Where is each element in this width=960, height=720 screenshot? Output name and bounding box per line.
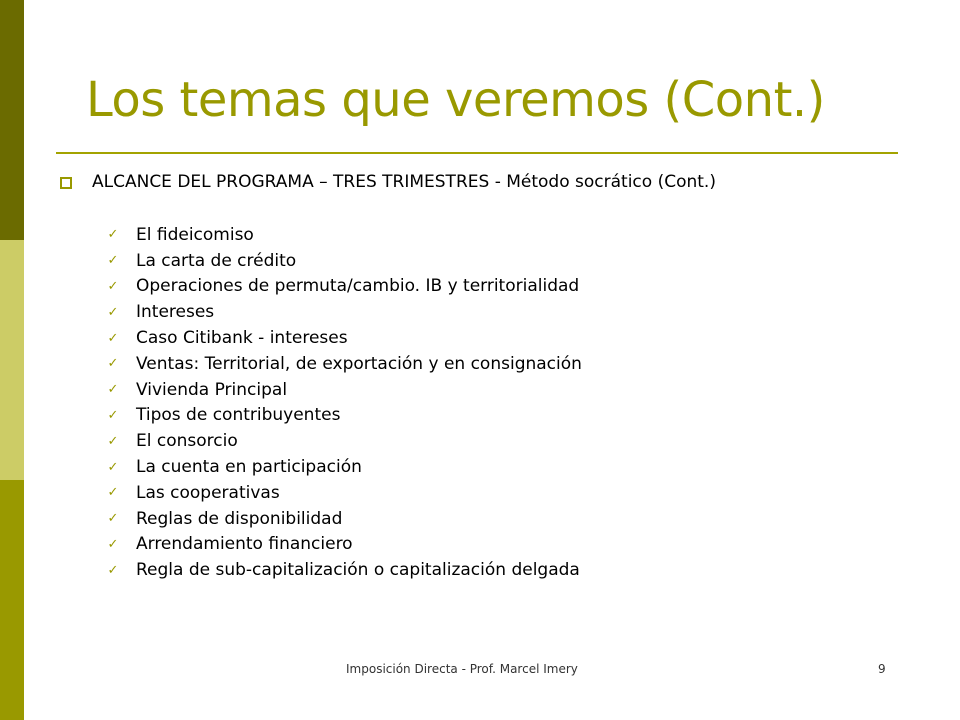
checkmark-icon: ✓ bbox=[107, 459, 119, 475]
checkmark-icon: ✓ bbox=[107, 227, 119, 243]
list-item-text: La carta de crédito bbox=[136, 250, 297, 271]
page-number: 9 bbox=[878, 662, 886, 676]
list-item-text: Regla de sub-capitalización o capitalización delgada bbox=[136, 560, 580, 581]
footer-text: Imposición Directa - Prof. Marcel Imery bbox=[346, 662, 578, 676]
list-item-text: Ventas: Territorial, de exportación y en consignación bbox=[136, 353, 582, 374]
checkmark-icon: ✓ bbox=[107, 304, 119, 320]
list-item-text: El consorcio bbox=[136, 431, 238, 452]
list-item bbox=[104, 428, 582, 454]
list-item-text: Reglas de disponibilidad bbox=[136, 508, 343, 529]
checkmark-icon: ✓ bbox=[107, 511, 119, 527]
list-item bbox=[104, 299, 582, 325]
list-item-text: Caso Citibank - intereses bbox=[136, 328, 348, 349]
checkmark-icon: ✓ bbox=[107, 278, 119, 294]
list-item-text: Operaciones de permuta/cambio. IB y territorialidad bbox=[136, 276, 580, 297]
list-item-text: Las cooperativas bbox=[136, 482, 280, 503]
main-bullet-text: ALCANCE DEL PROGRAMA – TRES TRIMESTRES - Método socrático (Cont.) bbox=[92, 172, 716, 192]
square-bullet-icon bbox=[60, 177, 72, 189]
list-item-text: Tipos de contribuyentes bbox=[136, 405, 341, 426]
checkmark-icon: ✓ bbox=[107, 562, 119, 578]
list-item bbox=[104, 377, 582, 403]
list-item-text: Arrendamiento financiero bbox=[136, 534, 353, 555]
list-item bbox=[104, 248, 582, 274]
list-item bbox=[104, 403, 582, 429]
checkmark-icon: ✓ bbox=[107, 433, 119, 449]
main-bullet bbox=[60, 172, 716, 192]
sidebar-segment-bottom bbox=[0, 480, 24, 720]
decorative-sidebar bbox=[0, 0, 24, 720]
list-item bbox=[104, 557, 582, 583]
list-item bbox=[104, 325, 582, 351]
list-item bbox=[104, 480, 582, 506]
checkmark-icon: ✓ bbox=[107, 536, 119, 552]
list-item-text: Intereses bbox=[136, 302, 215, 323]
list-item bbox=[104, 351, 582, 377]
list-item bbox=[104, 532, 582, 558]
sidebar-segment-middle bbox=[0, 240, 24, 480]
checkmark-icon: ✓ bbox=[107, 485, 119, 501]
slide-title: Los temas que veremos (Cont.) bbox=[86, 72, 825, 128]
list-item bbox=[104, 454, 582, 480]
footer bbox=[0, 662, 960, 678]
list-item bbox=[104, 506, 582, 532]
checkmark-icon: ✓ bbox=[107, 253, 119, 269]
list-item-text: La cuenta en participación bbox=[136, 457, 362, 478]
list-item-text: El fideicomiso bbox=[136, 224, 254, 245]
sidebar-segment-top bbox=[0, 0, 24, 240]
list-item-text: Vivienda Principal bbox=[136, 379, 288, 400]
checkmark-icon: ✓ bbox=[107, 382, 119, 398]
list-item bbox=[104, 222, 582, 248]
checkmark-icon: ✓ bbox=[107, 407, 119, 423]
title-divider bbox=[56, 152, 898, 154]
checkmark-icon: ✓ bbox=[107, 356, 119, 372]
checkmark-icon: ✓ bbox=[107, 330, 119, 346]
list-item bbox=[104, 274, 582, 300]
topic-list bbox=[104, 222, 582, 583]
